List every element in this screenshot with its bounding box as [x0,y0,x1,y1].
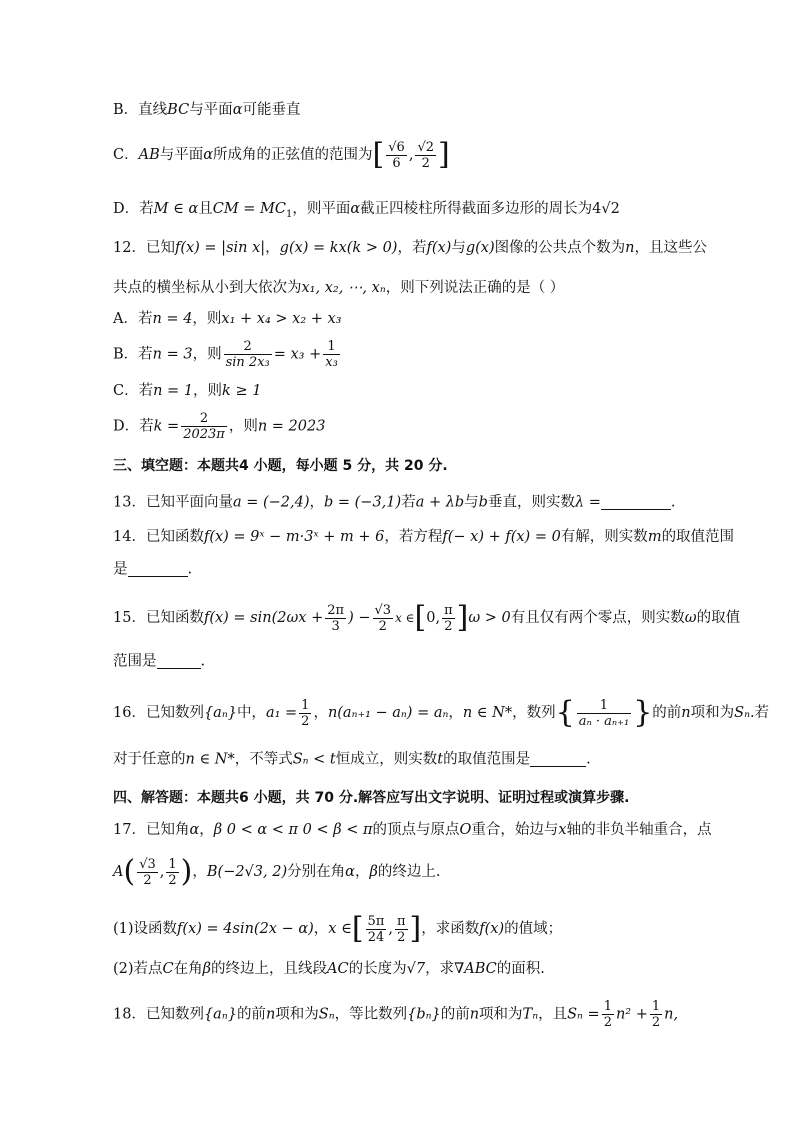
q11-option-d: D．若M ∈ α且CM = $MC_1$，则平面α截正四棱柱所得截面多边形的周长为4√2 [113,201,620,220]
q12-stem-line1: 12．已知f(x) = |sin x|，g(x) = kx(k > 0)，若f(x)与g(x)图像的公共点个数为n，且这些公 [113,240,707,256]
q12-option-c: C．若n = 1，则k ≥ 1 [113,383,262,399]
answer-blank[interactable] [157,654,201,669]
q16-line1: 16．已知数列{aₙ}中，a₁ = $\frac{1}{2}$ ，n(aₙ₊₁ − aₙ) = aₙ，n ∈ N*，数列{ $\frac{1}{\text{aₙ · aₙ₊₁}}$ }的前n项和为Sₙ.若 [113,695,770,730]
fraction: $\frac{1}{\text{aₙ · aₙ₊₁}}$ [578,697,630,729]
fraction: $\frac{\pi}{2}$ [396,913,406,945]
q11-option-b: B．直线BC与平面α可能垂直 [113,102,301,118]
section-3-heading: 三、填空题：本题共4 小题，每小题 5 分，共 20 分. [113,458,448,474]
q15-line2: 范围是 . [113,653,206,670]
q17-line1: 17．已知角α，β 0 < α < π 0 < β < π的顶点与原点O重合，始边与x轴的非负半轴重合，点 [113,822,712,838]
q12-option-d: D．若k = $\frac{2}{2023\pi}$ ，则n = 2023 [113,411,326,442]
q14-line1: 14．已知函数f(x) = 9ˣ − m·3ˣ + m + 6，若方程f(− x) + f(x) = 0有解，则实数m的取值范围 [113,529,735,545]
q17-part2: (2)若点C在角β的终边上，且线段AC的长度为√7，求∇ABC的面积. [113,961,545,977]
fraction: $\frac{1}{2}$ [603,999,612,1030]
q11-option-c: C．AB与平面α所成角的正弦值的范围为[ $\frac{√6}{6}$ , $\frac{√2}{2}$ ] [113,137,450,172]
q17-line2: A( $\frac{√3}{2}$ , $\frac{1}{2}$ )，B(−2√3, 2)分别在角α，β的终边上. [113,854,441,889]
section-4-heading: 四、解答题：本题共6 小题，共 70 分.解答应写出文字说明、证明过程或演算步骤. [113,790,630,806]
q18: 18．已知数列{aₙ}的前n项和为Sₙ，等比数列{bₙ}的前n项和为Tₙ，且Sₙ = $\frac{1}{2}$ n² + $\frac{1}{2}$ n, [113,999,679,1030]
q17-part1: (1)设函数f(x) = 4sin(2x − α)，x ∈[ $\frac{5\pi}{24}$ , $\frac{\pi}{2}$ ]，求函数f(x)的值域； [113,911,563,946]
fraction: $\frac{\pi}{2}$ [444,602,453,634]
answer-blank[interactable] [601,495,671,510]
q16-line2: 对于任意的n ∈ N*，不等式Sₙ < t恒成立，则实数t的取值范围是 . [113,751,591,768]
fraction: $\frac{1}{2}$ [168,856,177,888]
answer-blank[interactable] [530,752,586,767]
fraction: $\frac{√2}{2}$ [417,139,434,171]
fraction: $\frac{√3}{2}$ [139,856,156,888]
fraction: $\frac{√3}{2}$ [374,602,392,634]
fraction: $\frac{2}{\text{sin 2x₃}}$ [225,339,270,370]
answer-blank[interactable] [128,562,188,577]
q15-line1: 15．已知函数f(x) = sin(2ωx + $\frac{2\pi}{3}$ ) − $\frac{√3}{2}$ x ∈[0, $\frac{\pi}{2}$ ]ω > 0有且仅有两个零点，则实数ω的取值 [113,600,741,635]
fraction: $\frac{1}{2}$ [651,999,661,1030]
q13: 13．已知平面向量a = (−2,4)，b = (−3,1)若a + λb与b垂直，则实数λ = . [113,494,676,511]
fraction: $\frac{5\pi}{24}$ [367,913,385,945]
q14-line2: 是 . [113,561,193,578]
q12-option-b: B．若n = 3，则 $\frac{2}{\text{sin 2x₃}}$ = x₃ + $\frac{1}{\text{x₃}}$ [113,339,338,370]
fraction: $\frac{√6}{6}$ [388,139,405,171]
q12-stem-line2: 共点的横坐标从小到大依次为x₁, x₂, ⋯, xₙ，则下列说法正确的是（ ） [113,280,565,296]
fraction: $\frac{2\pi}{3}$ [327,602,345,634]
fraction: $\frac{2}{2023\pi}$ [183,411,225,442]
fraction: $\frac{1}{2}$ [301,697,310,729]
q12-option-a: A．若n = 4，则x₁ + x₄ > x₂ + x₃ [113,311,342,327]
fraction: $\frac{1}{\text{x₃}}$ [325,339,338,370]
